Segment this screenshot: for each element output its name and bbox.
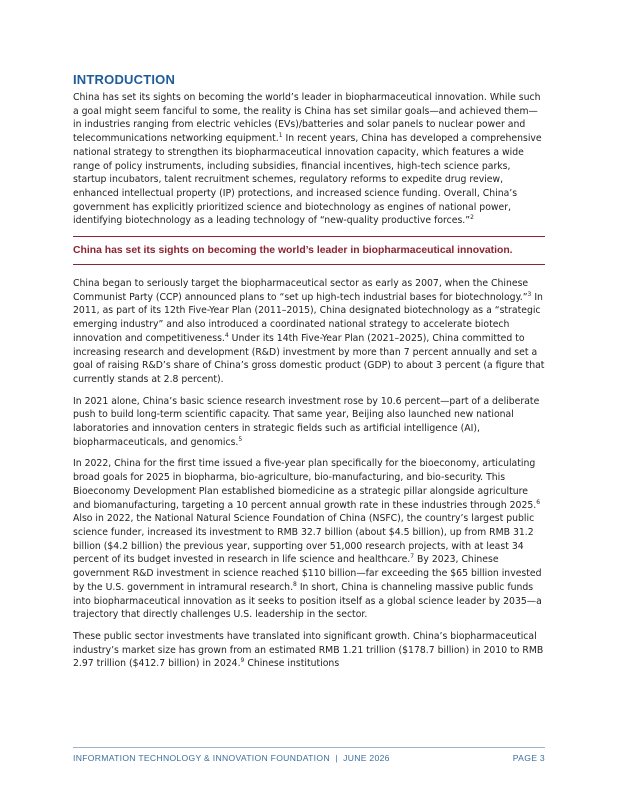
paragraph-text: Under its 14th Five-Year Plan (2021–2025), China committed to increasing research and development (R&D) investment by more than 7 percent annually and set a goal of raising R&D’s share of China’s gross domestic product (GDP) to about 3 percent (a figure that currently stands at 2.8 percent).	[73, 332, 545, 385]
paragraph-text: China began to seriously target the biopharmaceutical sector as early as 2007, when the Chinese Communist Party (CCP) announced plans to “set up high-tech industrial bases for biotechnology.”	[73, 278, 529, 303]
footnote-ref[interactable]: 7	[410, 553, 415, 561]
footer-divider	[73, 747, 545, 748]
paragraph-text: These public sector investments have translated into significant growth. China’s biopharmaceutical industry’s market size has grown from an estimated RMB 1.21 trillion ($178.7 billion) in 2010 to RMB 2.97 trillion ($412.7 billion) in 2024.	[73, 630, 544, 670]
footnote-ref[interactable]: 4	[224, 331, 229, 339]
paragraph-2021	[73, 395, 545, 450]
footnote-ref[interactable]: 9	[240, 657, 245, 665]
footnote-ref[interactable]: 1	[278, 132, 283, 140]
footnote-ref[interactable]: 5	[238, 435, 243, 443]
paragraph-text: In 2021 alone, China’s basic science research investment rose by 10.6 percent—part of a deliberate push to build long-term scientific capacity. That same year, Beijing also launched new national laboratories and innovation centers in strategic fields such as artificial intelligence (AI), biopharmaceuticals, and genomics.	[73, 395, 540, 448]
paragraph-2007	[73, 277, 545, 387]
paragraph-text: By 2023, Chinese government R&D investment in science reached $110 billion—far exceeding the $65 billion invested by the U.S. government in intramural research.	[73, 554, 542, 593]
paragraph-text: Chinese institutions	[244, 658, 340, 670]
paragraph-text: China has set its sights on becoming the world’s leader in biopharmaceutical innovation. While such a goal might seem fanciful to some, the reality is China has set similar goals—and achieved them—in industries ranging from electric vehicles (EVs)/batteries and solar panels to nuclear power and telecommunications networking equipment.	[73, 92, 541, 145]
paragraph-text: In 2022, China for the first time issued a five-year plan specifically for the bioeconomy, articulating broad goals for 2025 in biopharma, bio-agriculture, bio-manufacturing, and bio-security. This Bioeconomy Development Plan established biomedicine as a strategic pillar alongside agriculture and biomanufacturing, targeting a 10 percent annual growth rate in these industries through 2025.	[73, 458, 537, 511]
paragraph-intro	[73, 91, 545, 228]
footnote-ref[interactable]: 6	[536, 498, 541, 506]
paragraph-2022	[73, 457, 545, 621]
pull-quote-text: China has set its sights on becoming the world’s leader in biopharmaceutical innovation.	[73, 245, 513, 257]
pull-quote	[73, 236, 545, 265]
paragraph-growth	[73, 630, 545, 671]
paragraph-text: In 2011, as part of its 12th Five-Year Plan (2011–2015), China designated biotechnology as a “strategic emerging industry” and also introduced a coordinated national strategy to accelerate biotech innovation and competitiveness.	[73, 291, 543, 344]
paragraph-text: In recent years, China has developed a comprehensive national strategy to strengthen its biopharmaceutical innovation capacity, which features a wide range of policy instruments, including subsidies, financial incentives, high-tech science parks, startup incubators, talent recruitment schemes, regulatory reforms to expedite drug review, enhanced intellectual property (IP) protections, and increased science funding. Overall, China’s government has explicitly prioritized science and biotechnology as engines of national power, identifying biotechnology as a leading technology of “new-quality productive forces.”	[73, 133, 542, 227]
section-heading: INTRODUCTION	[73, 72, 176, 87]
footnote-ref[interactable]: 8	[293, 580, 297, 588]
footnote-ref[interactable]: 2	[470, 214, 474, 222]
paragraph-text: In short, China is channeling massive public funds into biopharmaceutical innovation as it seeks to position itself as a global science leader by 2035—a trajectory that directly challenges U.S. leadership in the sector.	[73, 581, 542, 621]
footer-publisher: INFORMATION TECHNOLOGY & INNOVATION FOUNDATION | JUNE 2026	[73, 753, 390, 763]
footnote-ref[interactable]: 3	[527, 290, 532, 298]
page-number: PAGE 3	[512, 753, 545, 763]
page-content	[73, 72, 545, 679]
paragraph-text: Also in 2022, the National Natural Science Foundation of China (NSFC), the country’s largest public science funder, increased its investment to RMB 32.7 billion (about $4.5 billion), up from RMB 31.2 billion ($4.2 billion) the previous year, supporting over 51,000 research projects, with at least 34 percent of its budget invested in research in life science and healthcare.	[73, 513, 535, 566]
